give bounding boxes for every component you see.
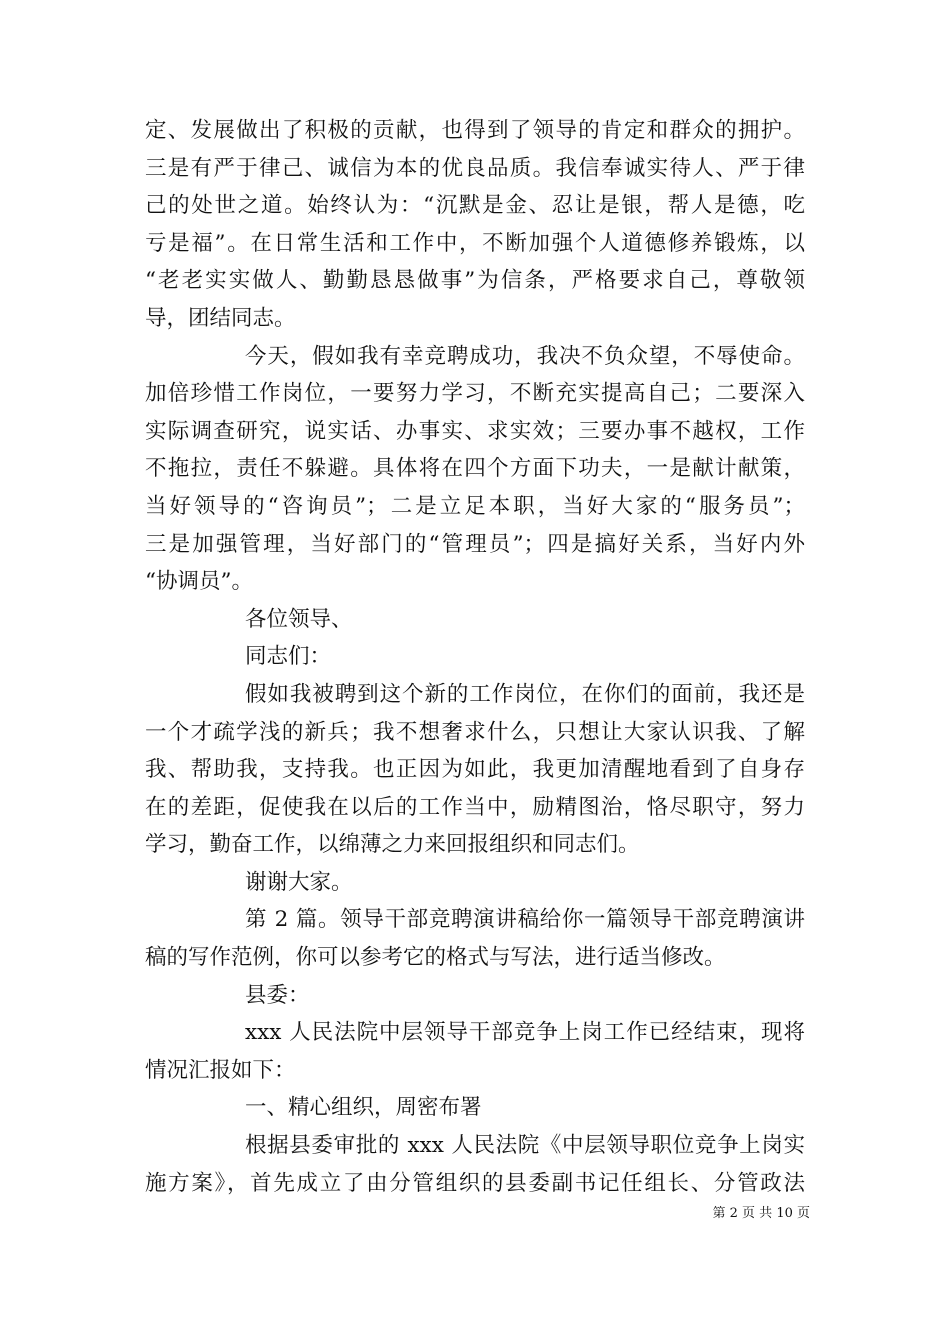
- text-line: 今天，假如我有幸竞聘成功，我决不负众望，不辱使命。: [245, 343, 805, 369]
- text-line: 三是加强管理，当好部门的“管理员”；四是搞好关系，当好内外: [145, 531, 805, 557]
- text-line: 己的处世之道。始终认为：“沉默是金、忍让是银，帮人是德，吃: [145, 193, 805, 219]
- text-line: 在的差距，促使我在以后的工作当中，励精图治，恪尽职守，努力: [145, 794, 805, 820]
- page-number-footer: 第 2 页 共 10 页: [712, 1206, 810, 1221]
- text-line: 亏是福”。在日常生活和工作中，不断加强个人道德修养锻炼，以: [145, 230, 805, 256]
- text-line: “协调员”。: [145, 569, 253, 595]
- text-line: 稿的写作范例，你可以参考它的格式与写法，进行适当修改。: [145, 945, 726, 971]
- text-line: 情况汇报如下：: [145, 1057, 296, 1083]
- text-line: 一、精心组织，周密布署: [245, 1095, 482, 1121]
- document-body: [145, 112, 805, 1202]
- text-line: 定、发展做出了积极的贡献，也得到了领导的肯定和群众的拥护。: [145, 118, 805, 143]
- text-line: 我、帮助我，支持我。也正因为如此，我更加清醒地看到了自身存: [145, 757, 805, 783]
- text-line: 根据县委审批的 xxx 人民法院《中层领导职位竞争上岗实: [245, 1133, 805, 1159]
- text-line: 谢谢大家。: [245, 869, 353, 895]
- text-line: 不拖拉，责任不躲避。具体将在四个方面下功夫，一是献计献策，: [145, 456, 805, 482]
- text-line: 实际调查研究，说实话、办事实、求实效；三要办事不越权，工作: [145, 418, 805, 444]
- text-line: 当好领导的“咨询员”；二是立足本职，当好大家的“服务员”；: [145, 493, 805, 519]
- text-line: 导，团结同志。: [145, 305, 296, 331]
- text-line: 各位领导、: [245, 606, 353, 632]
- text-line: 假如我被聘到这个新的工作岗位，在你们的面前，我还是: [245, 681, 805, 707]
- text-line: 加倍珍惜工作岗位，一要努力学习，不断充实提高自己；二要深入: [145, 381, 805, 407]
- text-line: 一个才疏学浅的新兵；我不想奢求什么，只想让大家认识我、了解: [145, 719, 805, 745]
- text-line: “老老实实做人、勤勤恳恳做事”为信条，严格要求自己，尊敬领: [145, 268, 805, 294]
- text-line: 第 2 篇。领导干部竞聘演讲稿给你一篇领导干部竞聘演讲: [245, 907, 805, 933]
- text-line: 县委：: [245, 982, 310, 1008]
- text-line: 施方案》，首先成立了由分管组织的县委副书记任组长、分管政法: [145, 1170, 805, 1196]
- text-line: xxx 人民法院中层领导干部竞争上岗工作已经结束，现将: [245, 1020, 805, 1046]
- text-line: 学习，勤奋工作，以绵薄之力来回报组织和同志们。: [145, 832, 640, 858]
- text-line: 同志们：: [245, 644, 332, 670]
- text-line: 三是有严于律己、诚信为本的优良品质。我信奉诚实待人、严于律: [145, 155, 805, 181]
